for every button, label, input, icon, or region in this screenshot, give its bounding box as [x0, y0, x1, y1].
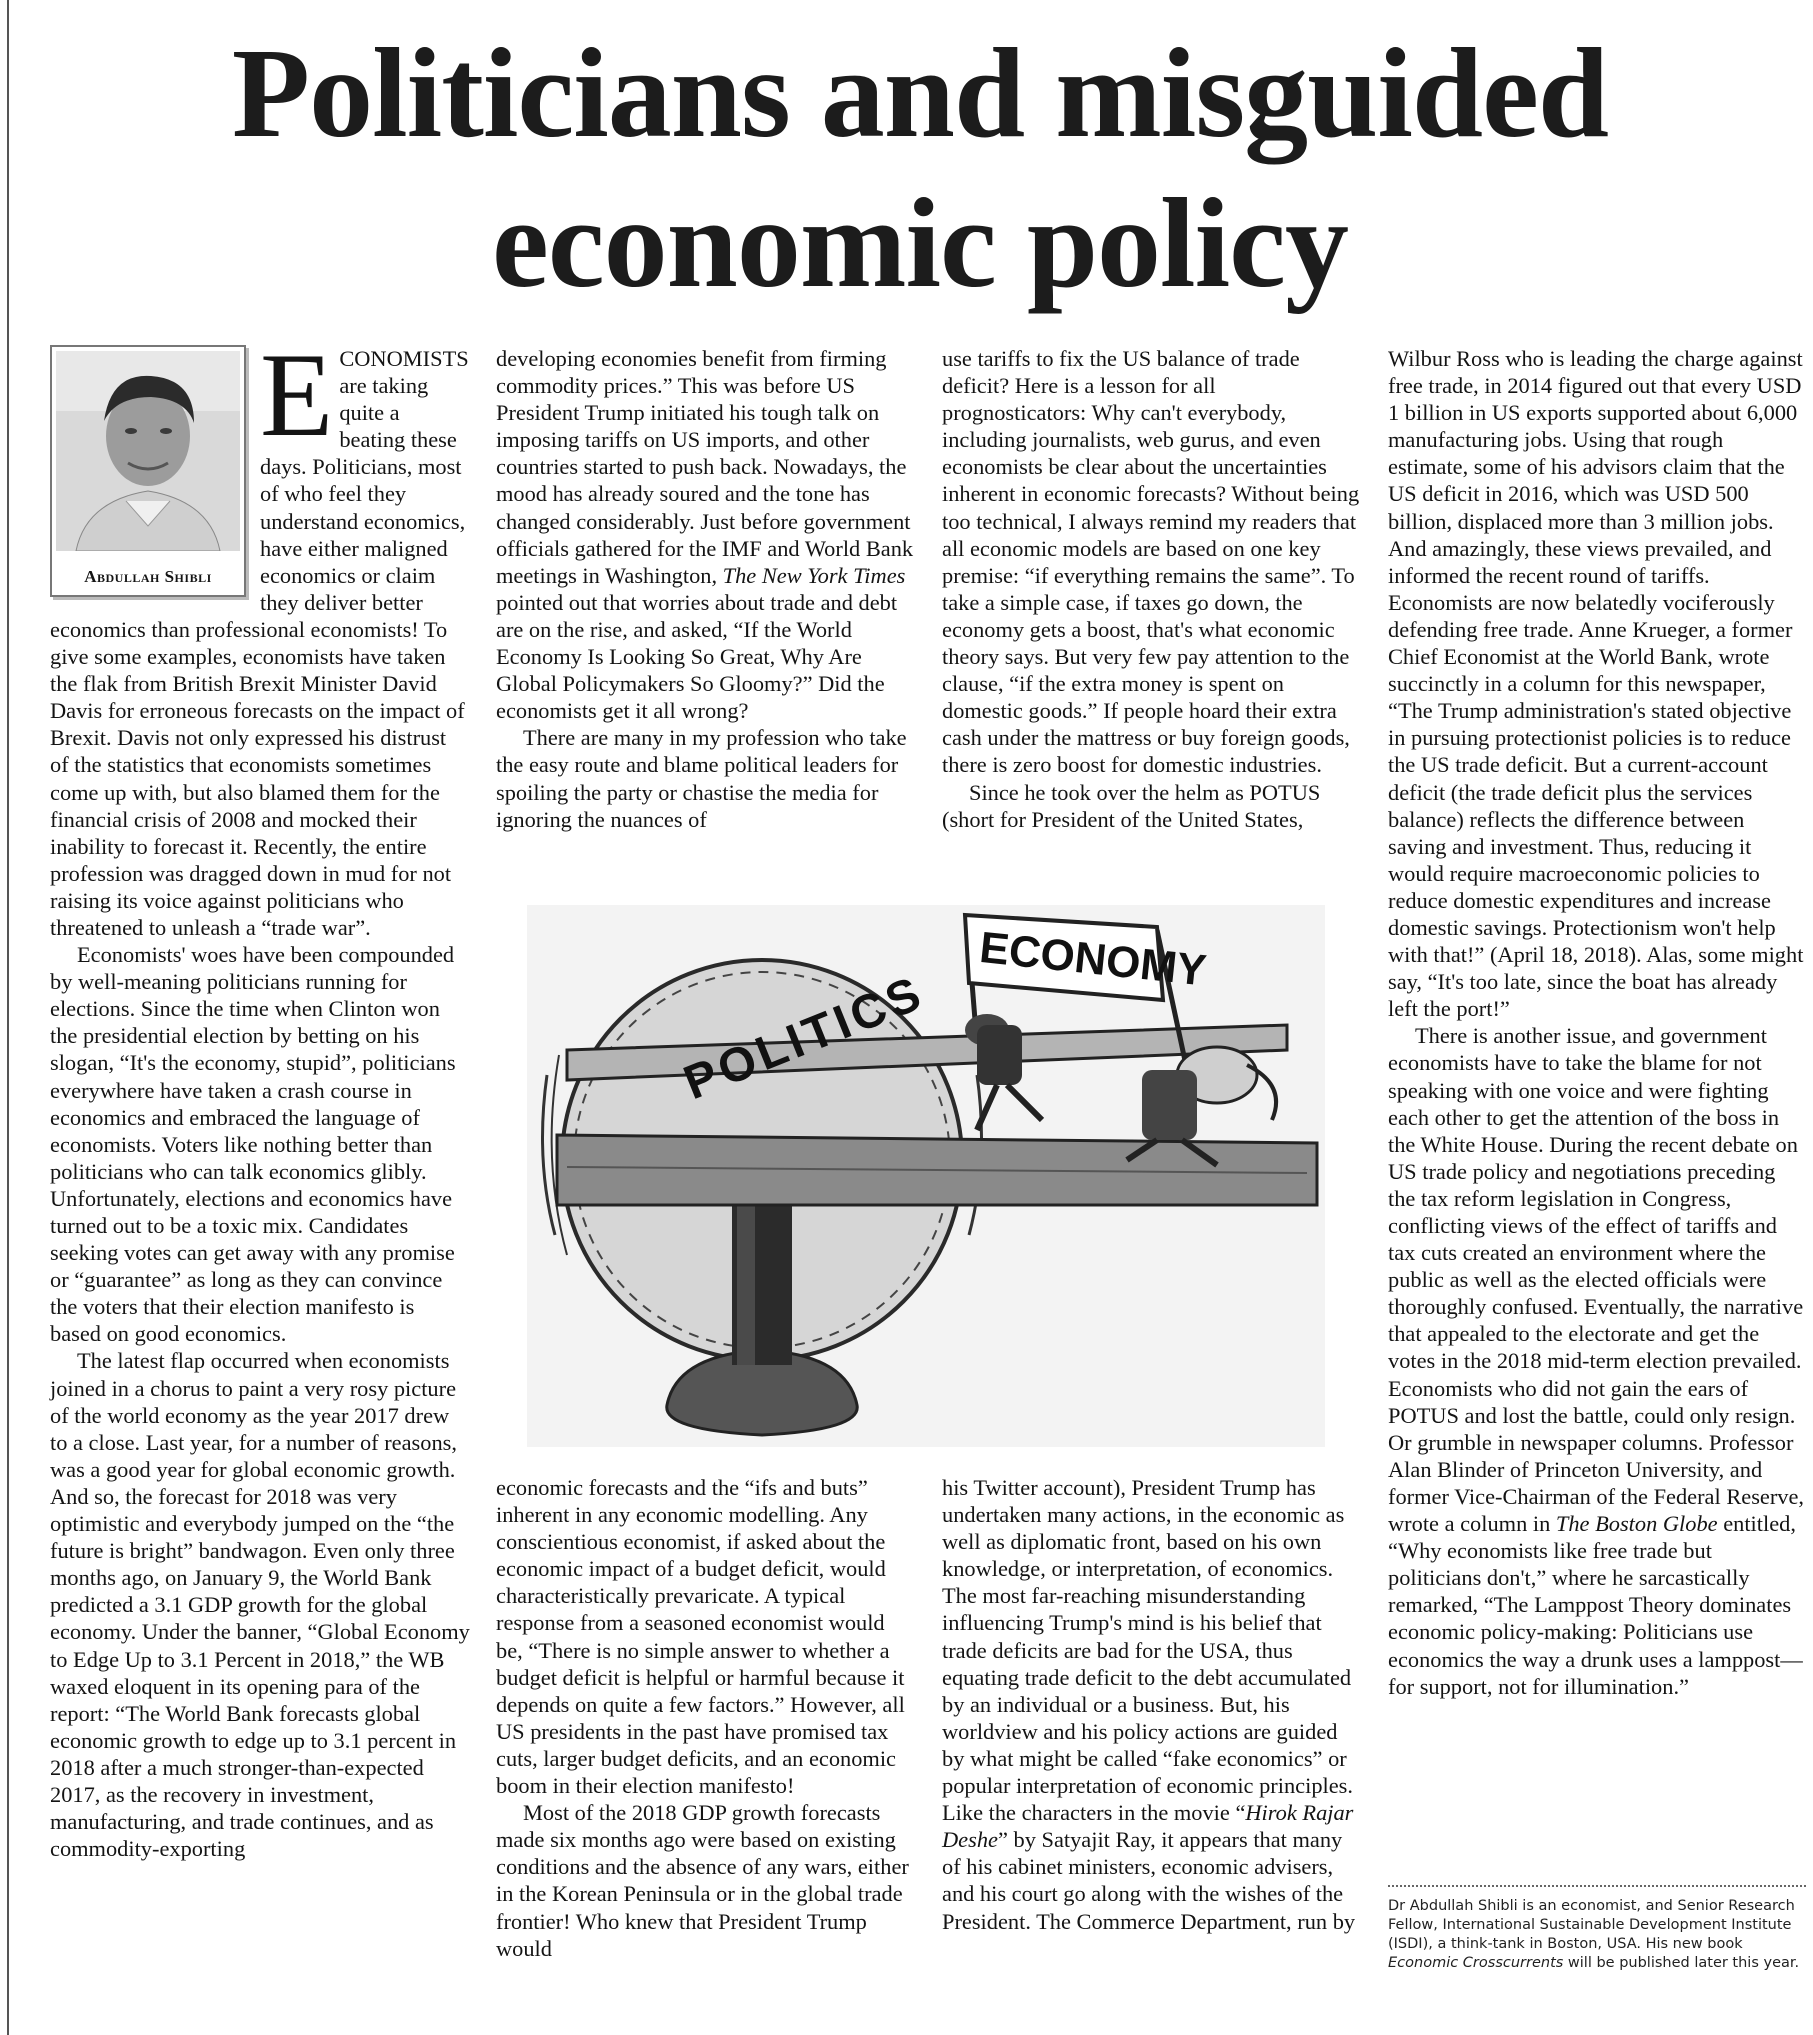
footnote-italic: Economic Crosscurrents [1388, 1955, 1564, 1971]
col1-para-1-text: are taking quite a beating these days. Politicians, most of who feel they understand economics, have either maligned economics or claim they deliver better economics than professional economists! To give some examples, economists have taken the flak from British Brexit Minister David Davis for erroneous forecasts on the impact of Brexit. Davis not only expressed his distrust of the statistics that economists sometimes come up with, but also blamed them for the financial crisis of 2008 and mocked their inability to forecast it. Recently, the entire profession was dragged down in mud for not raising its voice against politicians who threatened to unleash a “trade war”. [50, 373, 466, 940]
col3b-para-1-a: his Twitter account), President Trump has undertaken many actions, in the economic as well as diplomatic front, based on his own knowledge, or interpretation, of economics. The most far-reaching misunderstanding influencing Trump's mind is his belief that trade deficits are bad for the USA, thus equating trade deficit to the debt accumulated by an individual or a business. But, his worldview and his policy actions are guided by what might be called “fake economics” or popular interpretation of economic principles. Like the characters in the movie “ [942, 1475, 1353, 1826]
author-photo [56, 351, 240, 551]
col3-para-1: use tariffs to fix the US balance of trade deficit? Here is a lesson for all prognosticators: Why can't everybody, including journalists, web gurus, and even economists be clear about the uncertainties inherent in economic forecasts? Without being too technical, I always remind my readers that all economic models are based on one key premise: “if everything remains the same”. To take a simple case, if taxes go down, the economy gets a boost, that's what economic theory says. But very few pay attention to the clause, “if the extra money is spent on domestic goods.” If people hoard their extra cash under the mattress or buy foreign goods, there is zero boost for domestic industries. [942, 346, 1360, 778]
col2-para-1-a: developing economies benefit from firming commodity prices.” This was before US President Trump initiated his tough talk on imposing tariffs on US imports, and other countries started to push back. Nowadays, the mood has already soured and the tone has changed considerably. Just before government officials gathered for the IMF and World Bank meetings in Washington, [496, 346, 914, 588]
col4-para-2 [1388, 1022, 1806, 1699]
col2b-para-2: Most of the 2018 GDP growth forecasts made six months ago were based on existing conditions and the absence of any wars, either in the Korean Peninsula or in the global trade frontier! Who knew that President Trump would [496, 1800, 909, 1961]
lead-small-caps: CONOMISTS [339, 346, 469, 371]
col4-para-2-italic: The Boston Globe [1555, 1511, 1718, 1537]
author-footnote [1388, 1885, 1806, 1973]
col3-para-2: Since he took over the helm as POTUS (short for President of the United States, [942, 779, 1321, 832]
cartoon-sign-label: ECONOMY [977, 923, 1209, 996]
article-column-3-bottom [942, 1474, 1360, 1935]
col2-para-1-italic: The New York Times [722, 562, 906, 588]
cartoon-wheel-label: POLITICS [676, 966, 932, 1111]
headline-line-1: Politicians and misguided [231, 22, 1609, 164]
byline-name: Abdullah Shibli [84, 567, 212, 586]
col3b-para-1-b: ” by Satyajit Ray, it appears that many of his cabinet ministers, economic advisers, and his court go along with the wishes of the President. The Commerce Department, run by [942, 1827, 1356, 1934]
col1-para-2: Economists' woes have been compounded by well-meaning politicians running for elections. Since the time when Clinton won the presidential election by betting on his slogan, “It's the economy, stupid”, politicians everywhere have taken a crash course in economics and embraced the language of economists. Voters like nothing better than politicians who can talk economics glibly. Unfortunately, elections and economics have turned out to be a toxic mix. Candidates seeking votes can get away with any promise or “guarantee” as long as they can convince the voters that their election manifesto is based on good economics. [50, 942, 456, 1347]
col2-para-1 [496, 345, 914, 724]
footnote-a: Dr Abdullah Shibli is an economist, and Senior Research Fellow, International Sustainable Development Institute (ISDI), a think-tank in Boston, USA. His new book [1388, 1898, 1795, 1952]
footnote-b: will be published later this year. [1563, 1955, 1800, 1971]
col2-para-1-b: pointed out that worries about trade and debt are on the rise, and asked, “If the World Economy Is Looking So Great, Why Are Global Policymakers So Gloomy?” Did the economists get it all wrong? [496, 589, 898, 724]
col2-para-2: There are many in my profession who take the easy route and blame political leaders for spoiling the party or chastise the media for ignoring the nuances of [496, 725, 907, 832]
left-column-rule [7, 0, 9, 2035]
col4-para-2-a: There is another issue, and government economists have to take the blame for not speaking with one voice and were fighting each other to get the attention of the boss in the White House. During the recent debate on US trade policy and negotiations preceding the tax reform legislation in Congress, conflicting views of the effect of tariffs and tax cuts created an environment where the public as well as the elected officials were thoroughly confused. Eventually, the narrative that appealed to the electorate and get the votes in the 2018 mid-term election prevailed. Economists who did not gain the ears of POTUS and lost the battle, could only resign. Or grumble in newspaper columns. Professor Alan Blinder of Princeton University, and former Vice-Chairman of the Federal Reserve, wrote a column in [1388, 1023, 1805, 1537]
drop-cap: E [260, 328, 334, 461]
politics-economy-cartoon [527, 905, 1325, 1447]
headline-line-2: economic policy [492, 172, 1348, 314]
article-column-1 [50, 328, 470, 1862]
col1-para-3: The latest flap occurred when economists joined in a chorus to paint a very rosy picture of the world economy as the year 2017 drew to a close. Last year, for a number of reasons, was a good year for global economic growth. And so, the forecast for 2018 was very optimistic and everybody jumped on the “the future is bright” bandwagon. Even only three months ago, on January 9, the World Bank predicted a 3.1 GDP growth for the global economy. Under the banner, “Global Economy to Edge Up to 3.1 Percent in 2018,” the WB waxed eloquent in its opening para of the report: “The World Bank forecasts global economic growth to edge up to 3.1 percent in 2018 after a much stronger-than-expected 2017, as the recovery in investment, manufacturing, and trade continues, and as commodity-exporting [50, 1348, 470, 1862]
col3b-para-1 [942, 1474, 1360, 1935]
col4-para-2-b: entitled, “Why economists like free trade but politicians don't,” where he sarcastically remarked, “The Lamppost Theory dominates economic policy-making: Politicians use economics the way a drunk uses a lamppost—for support, not for illumination.” [1388, 1511, 1803, 1699]
byline-box [50, 345, 246, 597]
article-column-4 [1388, 345, 1806, 1700]
article-column-3-top [942, 345, 1360, 833]
article-column-2-top [496, 345, 914, 833]
col2b-para-1: economic forecasts and the “ifs and buts” inherent in any economic modelling. Any conscientious economist, if asked about the economic impact of a budget deficit, would characteristically prevaricate. A typical response from a seasoned economist would be, “There is no simple answer to whether a budget deficit is helpful or harmful because it depends on quite a few factors.” However, all US presidents in the past have promised tax cuts, larger budget deficits, and an economic boom in their election manifesto! [496, 1475, 905, 1799]
col4-para-1: Wilbur Ross who is leading the charge against free trade, in 2014 figured out that every USD 1 billion in US exports supported about 6,000 manufacturing jobs. Using that rough estimate, some of his advisors claim that the US deficit in 2016, which was USD 500 billion, displaced more than 3 million jobs. And amazingly, these views prevailed, and informed the recent round of tariffs. Economists are now belatedly vociferously defending free trade. Anne Krueger, a former Chief Economist at the World Bank, wrote succinctly in a column for this newspaper, “The Trump administration's stated objective in pursuing protectionist policies is to reduce the US trade deficit. But a current-account deficit (the trade deficit plus the services balance) reflects the difference between saving and investment. Thus, reducing it would require macroeconomic policies to reduce domestic expenditures and increase domestic savings. Protectionism won't help with that!” (April 18, 2018). Alas, some might say, “It's too late, since the boat has already left the port!” [1388, 346, 1804, 1022]
col3b-para-1-italic: Hirok Rajar Deshe [942, 1800, 1354, 1853]
article-column-2-bottom [496, 1474, 914, 1962]
headline [40, 18, 1800, 318]
